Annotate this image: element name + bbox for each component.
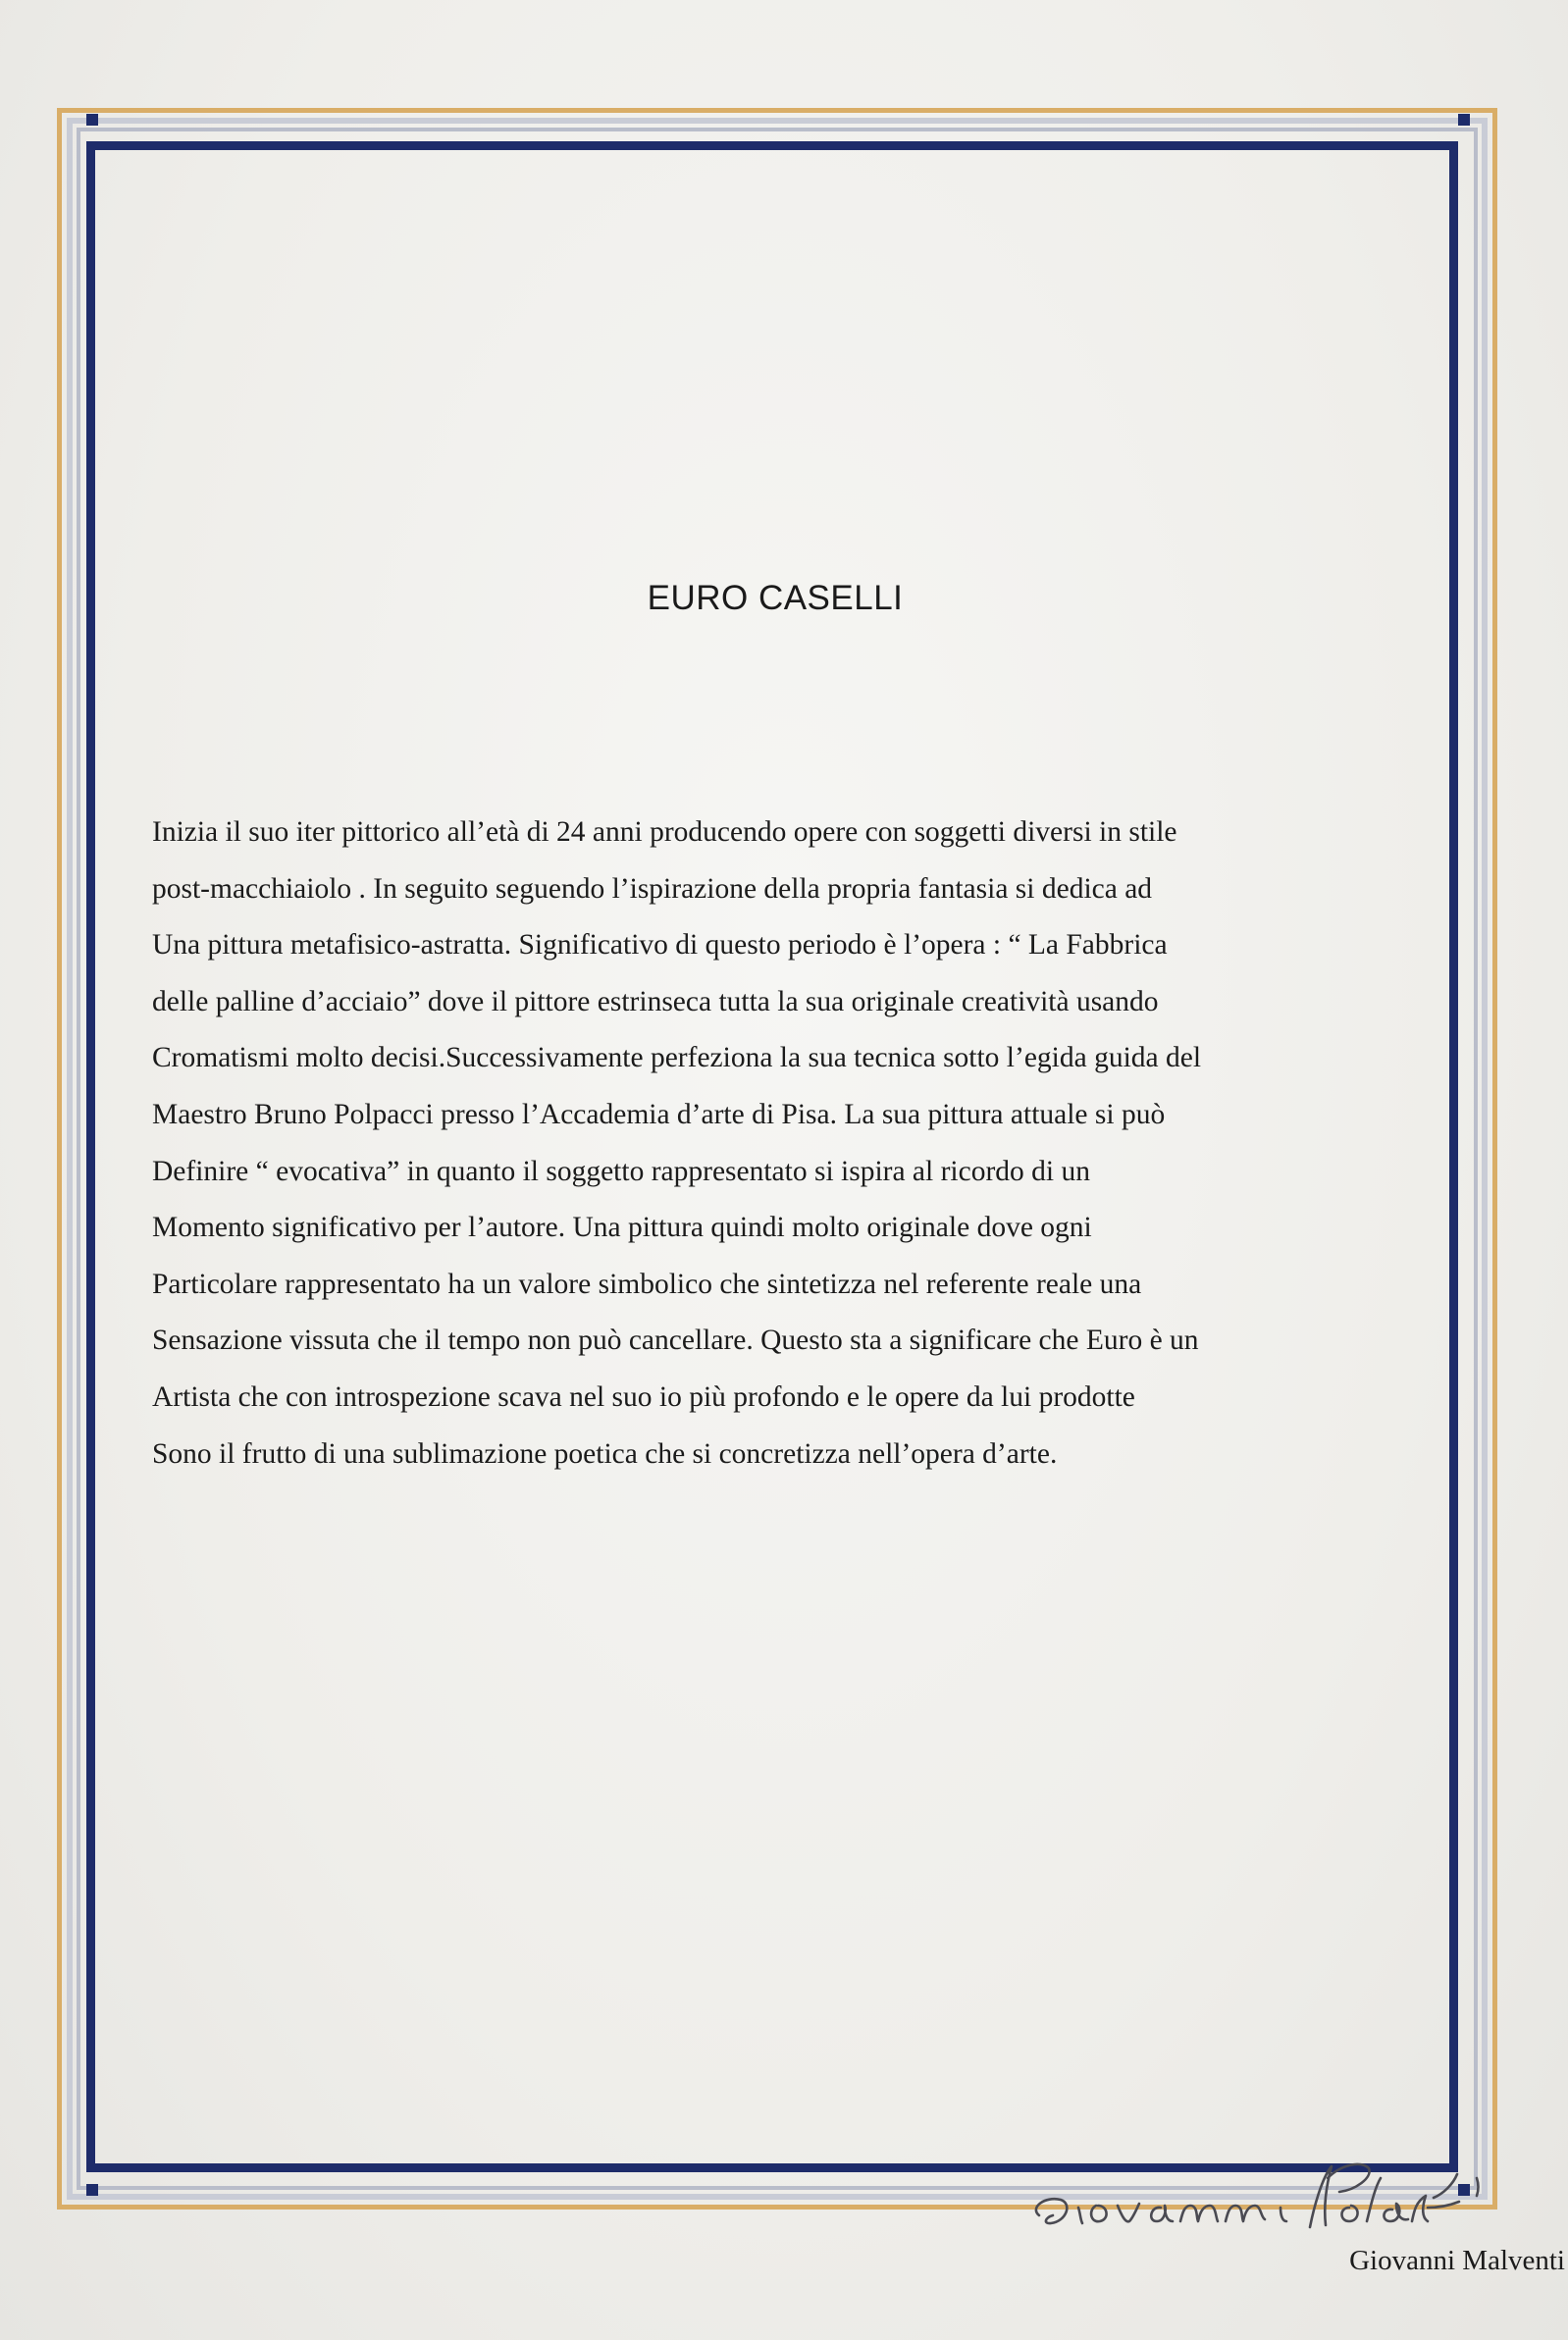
- paragraph-line: post-macchiaiolo . In seguito seguendo l’ispirazione della propria fantasia si dedica ad: [152, 872, 1153, 905]
- paragraph-line: Sono il frutto di una sublimazione poetica che si concretizza nell’opera d’arte.: [152, 1437, 1058, 1470]
- corner-ornament-bottom-left: [86, 2184, 98, 2196]
- paragraph-line: Particolare rappresentato ha un valore simbolico che sintetizza nel referente reale una: [152, 1268, 1142, 1300]
- biography-paragraph: [152, 805, 1398, 1482]
- paragraph-line: delle palline d’acciaio” dove il pittore estrinseca tutta la sua originale creatività usando: [152, 985, 1159, 1017]
- paragraph-line: Cromatismi molto decisi.Successivamente perfeziona la sua tecnica sotto l’egida guida del: [152, 1042, 1202, 1074]
- signature-block: [1016, 2139, 1565, 2306]
- paragraph-line: Definire “ evocativa” in quanto il soggetto rappresentato si ispira al ricordo di un: [152, 1155, 1090, 1187]
- paragraph-line: Inizia il suo iter pittorico all’età di 24 anni producendo opere con soggetti diversi in stile: [152, 816, 1177, 848]
- corner-ornament-top-left: [86, 114, 98, 126]
- paragraph-line: Sensazione vissuta che il tempo non può cancellare. Questo sta a significare che Euro è un: [152, 1325, 1199, 1357]
- handwritten-signature: [1016, 2139, 1565, 2247]
- signer-printed-name: Giovanni Malventi: [1349, 2245, 1565, 2276]
- paragraph-line: Artista che con introspezione scava nel suo io più profondo e le opere da lui prodotte: [152, 1380, 1135, 1413]
- paragraph-line: Momento significativo per l’autore. Una pittura quindi molto originale dove ogni: [152, 1212, 1092, 1244]
- paragraph-line: Maestro Bruno Polpacci presso l’Accademia d’arte di Pisa. La sua pittura attuale si può: [152, 1098, 1166, 1130]
- corner-ornament-top-right: [1458, 114, 1470, 126]
- document-title: EURO CASELLI: [647, 579, 904, 617]
- paragraph-line: Una pittura metafisico-astratta. Significativo di questo periodo è l’opera : “ La Fabbrica: [152, 929, 1168, 962]
